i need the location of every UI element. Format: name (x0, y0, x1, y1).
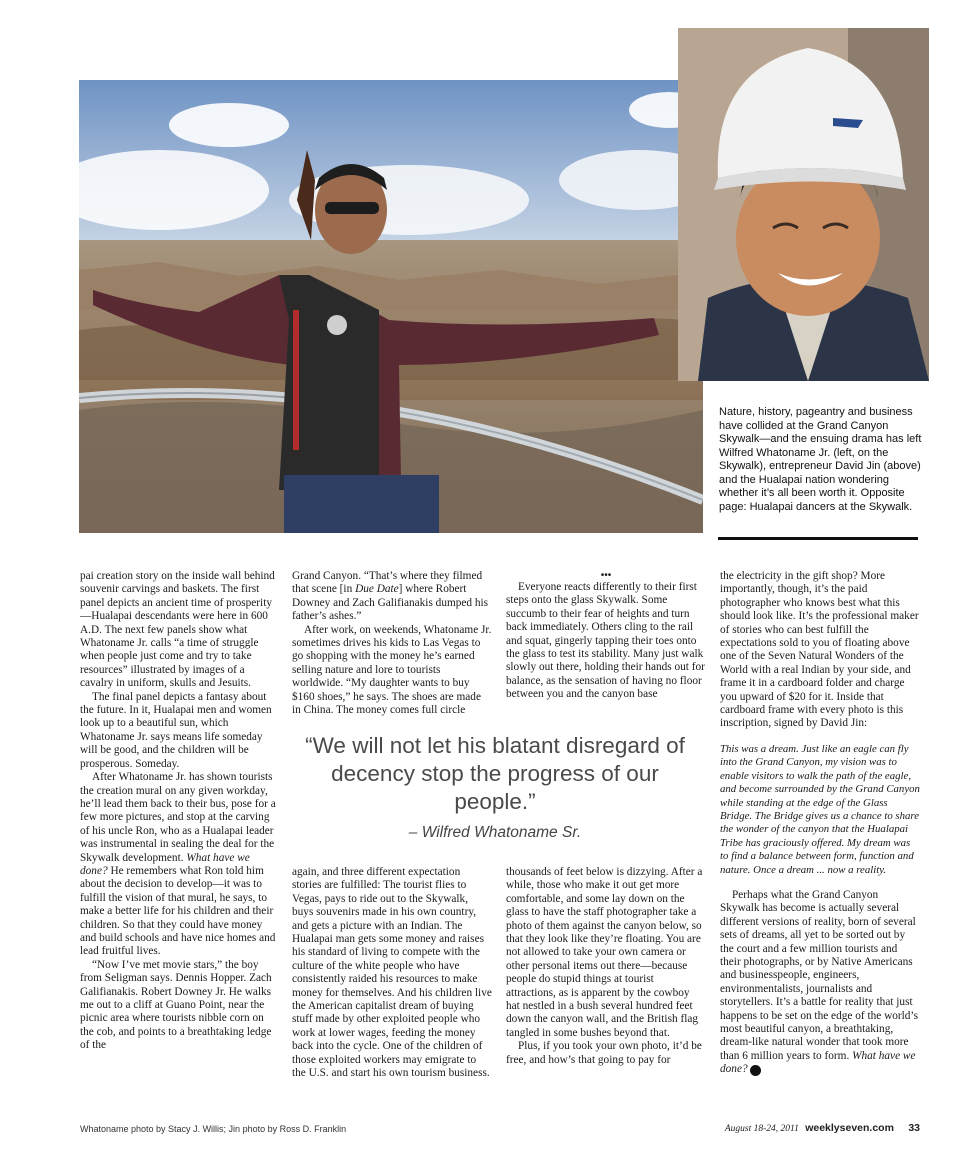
paragraph: Plus, if you took your own photo, it’d be free, and how’s that going to pay for (506, 1040, 702, 1066)
paragraph (720, 889, 920, 1077)
paragraph (292, 570, 492, 624)
article-column-3-top (506, 570, 706, 702)
page-footer (725, 1122, 920, 1134)
page-number: 33 (908, 1122, 920, 1134)
article-column-2-top (292, 570, 492, 717)
photo-inscription: This was a dream. Just like an eagle can fly into the Grand Canyon, my vision was to enable visitors to walk the path of the eagle, and become surrounded by the Grand Canyon while standing at the edge of the Glass Bridge. The Bridge gives us a chance to share the wonder of the canyon that the Hualapai Tribe has graciously offered. My dream was to find a balance between form, function and nature. Once a dream ... now a reality. (720, 742, 920, 876)
caption-rule (718, 537, 918, 540)
italic-phrase: What have we done? (80, 851, 250, 877)
article-column-4 (720, 570, 920, 1077)
pull-quote (300, 732, 690, 842)
skywalk-photo-illustration (79, 80, 703, 533)
paragraph: “Now I’ve met movie stars,” the boy from Seligman says. Dennis Hopper. Zach Galifianakis. Robert Downey Jr. He walks me out to a cliff at Guano Point, near the picnic area where tourists nibble corn on the cob, and points to a breathtaking ledge of the (80, 958, 272, 1052)
jin-photo (678, 28, 929, 381)
website-link[interactable]: weeklyseven.com (805, 1122, 894, 1134)
issue-date: August 18-24, 2011 (724, 1124, 799, 1134)
text-run: ] where Robert Downey and Zach Galifianakis dumped his father’s ashes.” (292, 583, 489, 623)
pull-quote-attribution: – Wilfred Whatoname Sr. (408, 824, 582, 841)
pull-quote-text: “We will not let his blatant disregard of decency stop the progress of our people.” (305, 733, 685, 814)
article-column-2-bottom (292, 866, 492, 1081)
text-run: Perhaps what the Grand Canyon Skywalk has become is actually several different versions of reality, born of several sets of dreams, all yet to be sorted out by the court and a few million tourists and their photographs, or by Native Americans and businesspeople, engineers, environmentalists, journalists and storytellers. It’s a battle for reality that just happens to be set on the edge of the world’s most beautiful canyon, a breathtaking, dream-like natural wonder that took more than 6 million years to form. (720, 888, 918, 1062)
paragraph: again, and three different expectation stories are fulfilled: The tourist flies to Vegas, pays to ride out to the Skywalk, buys souvenirs made in his own country, and gets a picture with an Indian. The Hualapai man gets some money and raises his standard of living to compete with the culture of the white people who have consistently raided his resources to make money for themselves. And his children live the American capitalist dream of buying stuff made by other exploited people who work at lower wages, feeding the money back into the cycle. One of the children of those exploited workers may emigrate to the U.S. and start his own tourism business. (292, 866, 492, 1080)
italic-phrase: What have we done? (720, 1049, 916, 1076)
paragraph: Everyone reacts differently to their first steps onto the glass Skywalk. Some succumb to their fear of heights and turn back immediately. Others cling to the rail and squat, gingerly tapping their toes onto the glass to test its stability. Many just walk slowly out there, holding their hands out for balance, as the sensation of having no floor between you and the canyon base (506, 581, 705, 701)
italic-phrase: Due Date (355, 583, 399, 596)
text-run: He remembers what Ron told him about the decision to develop—it was to fulfill the vision of that mural, he says, to make a better life for his children and their children. So that they could have money and build schools and have nice homes and lead fruitful lives. (80, 864, 276, 958)
paragraph (80, 771, 278, 959)
section-break: ••• (600, 570, 612, 581)
paragraph: The final panel depicts a fantasy about the future. In it, Hualapai men and women look up to a beautiful sun, which Whatoname Jr. says means life someday will be good, and the children will be prosperous. Someday. (80, 690, 272, 770)
article-column-3-bottom (506, 866, 706, 1067)
paragraph: thousands of feet below is dizzying. After a while, those who make it out get more comfortable, and some lay down on the glass to have the staff photographer take a photo of them against the canyon below, so that they look like they’re floating. You are not allowed to take your own camera or other personal items out there—because people do stupid things at tourist attractions, as is apparent by the cowboy hat nestled in a bush several hundred feet down the canyon wall, and the British flag tangled in some bushes beyond that. (506, 866, 703, 1039)
text-run: Grand Canyon. “That’s where they filmed that scene [in (292, 570, 483, 596)
photo-credit: Whatoname photo by Stacy J. Willis; Jin photo by Ross D. Franklin (80, 1124, 347, 1134)
paragraph: pai creation story on the inside wall behind souvenir carvings and baskets. The first panel depicts an ancient time of prosperity—Hualapai descendants were here in 600 A.D. The next few panels show what Whatoname Jr. calls “a time of struggle when people just come and try to take resources” illustrated by images of a cavalry in uniform, skulls and Jesuits. (80, 570, 275, 690)
photo-caption: Nature, history, pageantry and business have collided at the Grand Canyon Skywalk—and the ensuing drama has left Wilfred Whatoname Jr. (left, on the Skywalk), entrepreneur David Jin (above) and the Hualapai nation wondering whether it’s all been worth it. Opposite page: Hualapai dancers at the Skywalk. (719, 406, 922, 513)
end-mark-icon: 7 (750, 1065, 761, 1076)
paragraph: After work, on weekends, Whatoname Jr. sometimes drives his kids to Las Vegas to go shopping with the money he’s earned selling nature and lore to tourists worldwide. “My daughter wants to buy $160 shoes,” he says. The shoes are made in China. The money comes full circle (292, 623, 492, 717)
jin-photo-illustration (678, 28, 929, 381)
skywalk-photo (79, 80, 703, 533)
text-run: After Whatoname Jr. has shown tourists the creation mural on any given workday, he’ll lead them back to their bus, pose for a few more pictures, and stop at the carving of his uncle Ron, who as a Hualapai leader was instrumental in sealing the deal for the Skywalk development. (80, 771, 276, 864)
paragraph: the electricity in the gift shop? More importantly, though, it’s the paid photographer who knows best what this should look like. It’s the professional maker of stories who can best fulfill the expectations sold to you of floating above one of the Seven Natural Wonders of the World with a real Indian by your side, and frame it in a cardboard folder and charge you upward of $20 for it. Inside that cardboard frame with every photo is this inscription, signed by David Jin: (720, 570, 919, 730)
article-column-1 (80, 570, 278, 1053)
